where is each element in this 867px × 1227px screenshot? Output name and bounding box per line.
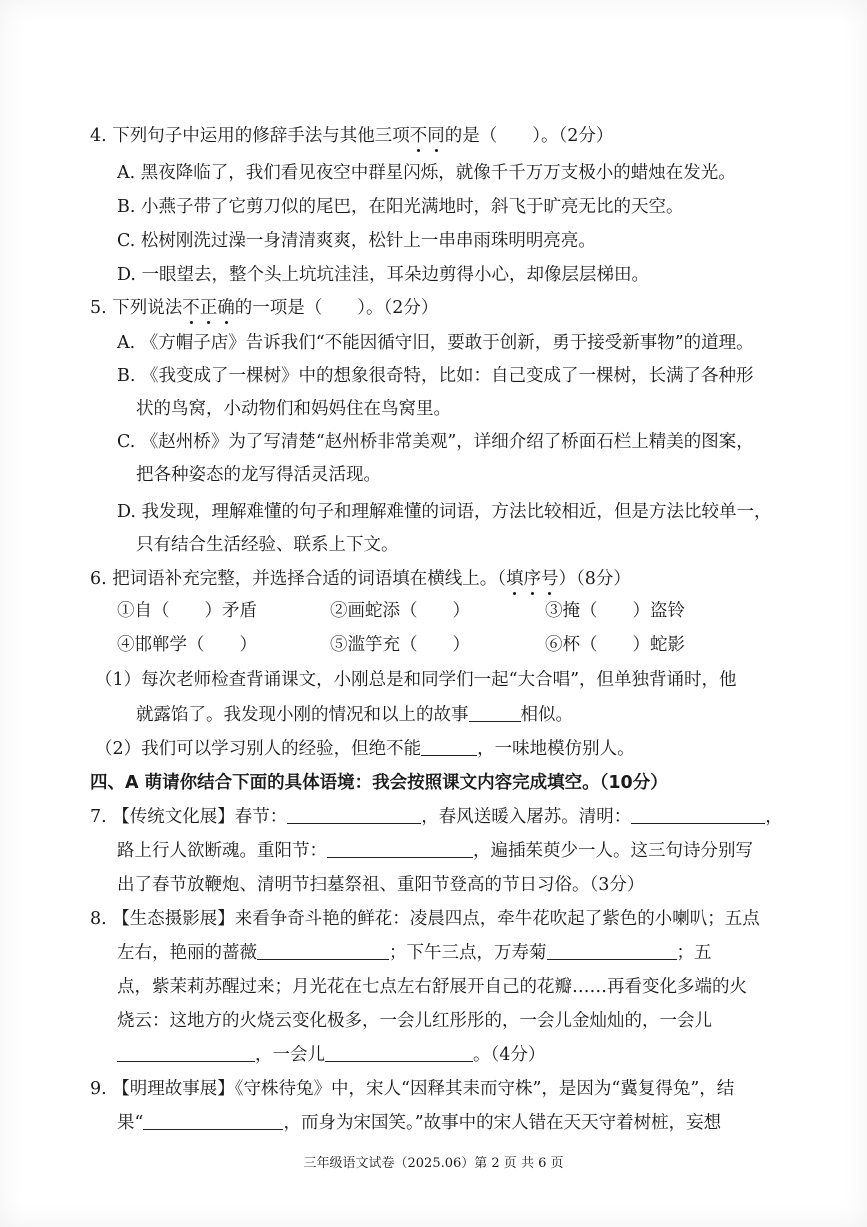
q5-option-b-line1: B. 《我变成了一棵树》中的想象很奇特，比如：自己变成了一棵树，长满了各种形 — [117, 366, 754, 386]
q6-sentence-1-line1: （1）每次老师检查背诵课文，小刚总是和同学们一起“大合唱”，但单独背诵时，他 — [95, 670, 737, 690]
q6-stem — [90, 567, 631, 591]
q6-answer-blank-2[interactable] — [421, 737, 477, 756]
q8-line3: 点，紫茉莉苏醒过来；月光花在七点左右舒展开自己的花瓣……再看变化多端的火 — [117, 977, 747, 997]
q8-text: ，一会儿 — [255, 1045, 325, 1065]
q6-sentence-1-line2 — [136, 703, 573, 727]
q6-idiom-5: ⑤滥竽充（ ） — [330, 635, 470, 655]
q6-emphasis-char: 号 — [541, 569, 559, 589]
q7-text: ，遍插茱萸少一人。这三句诗分别写 — [473, 841, 753, 861]
q4-option-d: D. 一眼望去，整个头上坑坑洼洼，耳朵边剪得小心，却像层层梯田。 — [117, 265, 650, 285]
q8-answer-blank-cloud-1[interactable] — [117, 1043, 255, 1062]
q6-emphasis-char: 序 — [523, 569, 542, 589]
q8-line1: 8. 【生态摄影展】来看争奇斗艳的鲜花：凌晨四点，牵牛花吹起了紫色的小喇叭；五点 — [90, 909, 760, 929]
q5-emphasis-char: 正 — [199, 298, 218, 318]
q4-stem-text: 4. 下列句子中运用的修辞手法与其他三项 — [90, 126, 410, 146]
q7-line1 — [90, 805, 783, 829]
q8-line2 — [117, 941, 712, 965]
q5-option-d-line1: D. 我发现，理解难懂的句子和理解难懂的词语，方法比较相近，但是方法比较单一， — [117, 502, 772, 522]
q6-idiom-6: ⑥杯（ ）蛇影 — [545, 635, 685, 655]
q8-text: 。（4分） — [473, 1045, 546, 1065]
q8-text: ；下午三点，万寿菊 — [389, 943, 547, 963]
q5-option-a: A. 《方帽子店》告诉我们“不能因循守旧，要敢于创新，勇于接受新事物”的道理。 — [117, 333, 754, 353]
q5-stem — [90, 296, 438, 320]
q8-line4: 烧云：这地方的火烧云变化极多，一会儿红彤彤的，一会儿金灿灿的，一会儿 — [117, 1011, 712, 1031]
q9-line2 — [117, 1111, 721, 1135]
q6-idiom-3: ③掩（ ）盗铃 — [545, 601, 685, 621]
q6-stem-text: 6. 把词语补充完整，并选择合适的词语填在横线上。（ — [90, 569, 507, 589]
q8-answer-blank-marigold[interactable] — [547, 941, 677, 960]
q7-answer-blank-spring[interactable] — [287, 805, 421, 824]
q7-text: 7. 【传统文化展】春节： — [90, 807, 288, 827]
q7-text: 路上行人欲断魂。重阳节： — [117, 841, 327, 861]
q5-emphasis-char: 不 — [182, 298, 200, 318]
q6-idiom-4: ④邯郸学（ ） — [117, 635, 257, 655]
q5-option-d-line2: 只有结合生活经验、联系上下文。 — [136, 535, 399, 555]
section-4-heading: 四、A 萌请你结合下面的具体语境：我会按照课文内容完成填空。（10分） — [90, 773, 668, 793]
q7-line3: 出了春节放鞭炮、清明节扫墓祭祖、重阳节登高的节日习俗。（3分） — [117, 875, 645, 895]
q4-emphasis-char: 不 — [409, 126, 428, 146]
page-footer: 三年级语文试卷（2025.06）第 2 页 共 6 页 — [303, 1156, 564, 1171]
q6-idiom-1: ①自（ ）矛盾 — [117, 601, 257, 621]
q6-sentence-2-text: ，一味地模仿别人。 — [477, 739, 635, 759]
q8-text: ；五 — [676, 943, 712, 963]
q5-stem-text: 的一项是（ ）。（2分） — [234, 298, 439, 318]
q5-option-b-line2: 状的鸟窝，小动物们和妈妈住在鸟窝里。 — [136, 399, 451, 419]
q4-stem-text: 的是（ ）。（2分） — [444, 126, 614, 146]
q4-emphasis-char: 同 — [427, 126, 445, 146]
q6-sentence-2-text: （2）我们可以学习别人的经验，但绝不能 — [95, 739, 422, 759]
q9-text: 果“ — [117, 1113, 144, 1133]
q5-option-c-line1: C. 《赵州桥》为了写清楚“赵州桥非常美观”，详细介绍了桥面石栏上精美的图案， — [117, 432, 754, 452]
q8-answer-blank-rose[interactable] — [257, 941, 389, 960]
q6-idiom-2: ②画蛇添（ ） — [330, 601, 470, 621]
q8-line5 — [117, 1043, 545, 1067]
q4-option-c: C. 松树刚洗过澡一身清清爽爽，松针上一串串雨珠明明亮亮。 — [117, 231, 596, 251]
q6-emphasis-char: 填 — [506, 569, 524, 589]
q9-text: ，而身为宋国笑。”故事中的宋人错在天天守着树桩，妄想 — [283, 1113, 722, 1133]
q5-stem-text: 5. 下列说法 — [90, 298, 183, 318]
q8-text: 左右，艳丽的蔷薇 — [117, 943, 257, 963]
q4-stem — [90, 124, 613, 148]
q5-emphasis-char: 确 — [217, 298, 235, 318]
q4-option-b: B. 小燕子带了它剪刀似的尾巴，在阳光满地时，斜飞于旷亮无比的天空。 — [117, 197, 684, 217]
q7-answer-blank-qingming[interactable] — [631, 805, 765, 824]
q6-sentence-1-text: 就露馅了。我发现小刚的情况和以上的故事 — [136, 705, 469, 725]
q6-sentence-1-text: 相似。 — [520, 705, 573, 725]
q7-text: ， — [765, 807, 783, 827]
q4-option-a: A. 黑夜降临了，我们看见夜空中群星闪烁，就像千千万万支极小的蜡烛在发光。 — [117, 163, 736, 183]
q9-line1: 9. 【明理故事展】《守株待兔》中，宋人“因释其耒而守株”，是因为“冀复得兔”，结 — [90, 1079, 735, 1099]
q9-answer-blank[interactable] — [143, 1111, 283, 1130]
q6-sentence-2 — [95, 737, 635, 761]
q6-stem-text: ）（8分） — [558, 569, 631, 589]
q8-answer-blank-cloud-2[interactable] — [325, 1043, 473, 1062]
q7-line2 — [117, 839, 753, 863]
q6-answer-blank-1[interactable] — [469, 703, 521, 722]
q5-option-c-line2: 把各种姿态的龙写得活灵活现。 — [136, 465, 381, 485]
q7-text: ，春风送暖入屠苏。清明： — [421, 807, 632, 827]
q7-answer-blank-chongyang[interactable] — [327, 839, 473, 858]
